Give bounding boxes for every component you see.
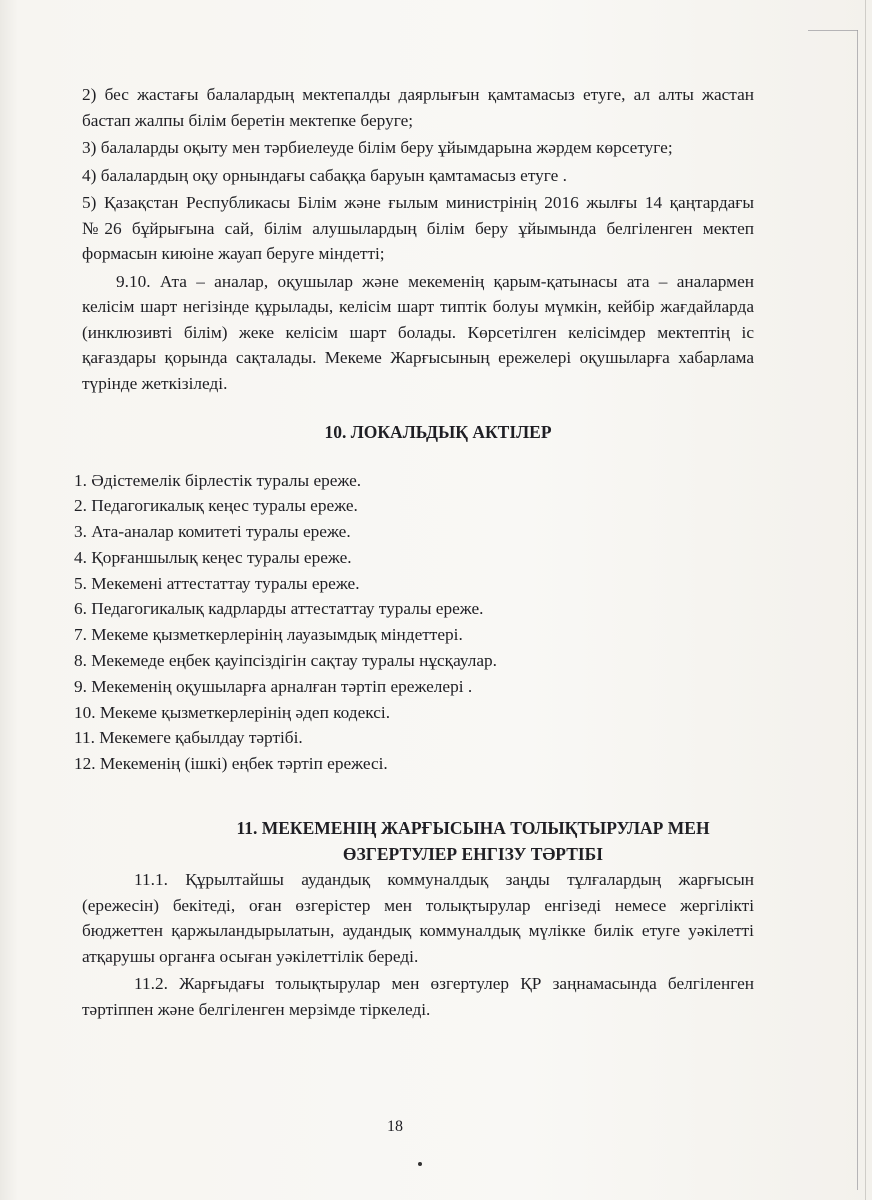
list-item: 4. Қорғаншылық кеңес туралы ереже. (74, 547, 352, 567)
list-item: 9. Мекеменің оқушыларға арналған тәртіп ережелері . (74, 676, 473, 696)
paragraph-item-2: 2) бес жастағы балалардың мектепалды даярлығын қамтамасыз етуге, ал алты жастан бастап жалпы білім беретін мектепке беруге; (82, 85, 754, 130)
section-11-title (82, 815, 754, 867)
list-item: 12. Мекеменің (ішкі) еңбек тәртіп ережесі. (74, 754, 388, 774)
local-acts-list (74, 468, 754, 778)
paragraph-9-10: 9.10. Ата – аналар, оқушылар және мекеменің қарым-қатынасы ата – аналармен келісім шарт негізінде құрылады, келісім шарт типтік болуы мүмкін, кейбір жағдайларда (инклюзивті білім) жеке келісім шарт болады. Көрсетілген келісімдер мектептің іс қағаздары қорында сақталады. Мекеме Жарғысының ережелері оқушыларға хабарлама түрінде жеткізіледі. (82, 271, 754, 393)
scan-speck (418, 1162, 422, 1166)
list-item: 10. Мекеме қызметкерлерінің әдеп кодексі. (74, 702, 391, 722)
page-edge-line (857, 30, 858, 1190)
section-10-title: 10. ЛОКАЛЬДЫҚ АКТІЛЕР (324, 422, 552, 442)
list-item: 6. Педагогикалық кадрларды аттестаттау туралы ереже. (74, 599, 484, 619)
list-item: 2. Педагогикалық кеңес туралы ереже. (74, 496, 358, 516)
paragraph-item-4: 4) балалардың оқу орнындағы сабаққа баруын қамтамасыз етуге . (82, 165, 567, 185)
page-number: 18 (387, 1118, 403, 1135)
list-item: 5. Мекемені аттестаттау туралы ереже. (74, 573, 360, 593)
section-11-title-line-2: ӨЗГЕРТУЛЕР ЕНГІЗУ ТӘРТІБІ (342, 844, 604, 865)
section-11-title-line-1: 11. МЕКЕМЕНІҢ ЖАРҒЫСЫНА ТОЛЫҚТЫРУЛАР МЕН (236, 818, 710, 839)
list-item: 3. Ата-аналар комитеті туралы ереже. (74, 522, 351, 542)
paragraph-11-2: 11.2. Жарғыдағы толықтырулар мен өзгертулер ҚР заңнамасында белгіленген тәртіппен және белгіленген мерзімде тіркеледі. (82, 974, 754, 1019)
page-corner-line (808, 30, 858, 31)
list-item: 8. Мекемеде еңбек қауіпсіздігін сақтау туралы нұсқаулар. (74, 651, 498, 671)
list-item: 7. Мекеме қызметкерлерінің лауазымдық міндеттері. (74, 625, 463, 645)
list-item: 1. Әдістемелік бірлестік туралы ереже. (74, 470, 362, 490)
paragraph-11-1: 11.1. Құрылтайшы аудандық коммуналдық заңды тұлғалардың жарғысын (ережесін) бекітеді, оған өзгерістер мен толықтырулар енгізеді немесе жергілікті бюджеттен қаржыландырылатын, аудандық коммуналдық мүлікке билік етуге уәкілетті атқарушы органға осыған уәкілеттілік береді. (82, 870, 754, 966)
paragraph-item-3: 3) балаларды оқыту мен тәрбиелеуде білім беру ұйымдарына жәрдем көрсетуге; (82, 138, 673, 157)
list-item: 11. Мекемеге қабылдау тәртібі. (74, 728, 303, 748)
document-body (74, 82, 754, 1024)
page-edge-shadow (865, 0, 866, 1200)
paragraph-item-5: 5) Қазақстан Республикасы Білім және ғылым министрінің 2016 жылғы 14 қаңтардағы №26 бұйрығына сай, білім алушылардың білім беру ұйымында белгіленген мектеп формасын киюіне жауап беруге міндетті; (82, 193, 754, 263)
